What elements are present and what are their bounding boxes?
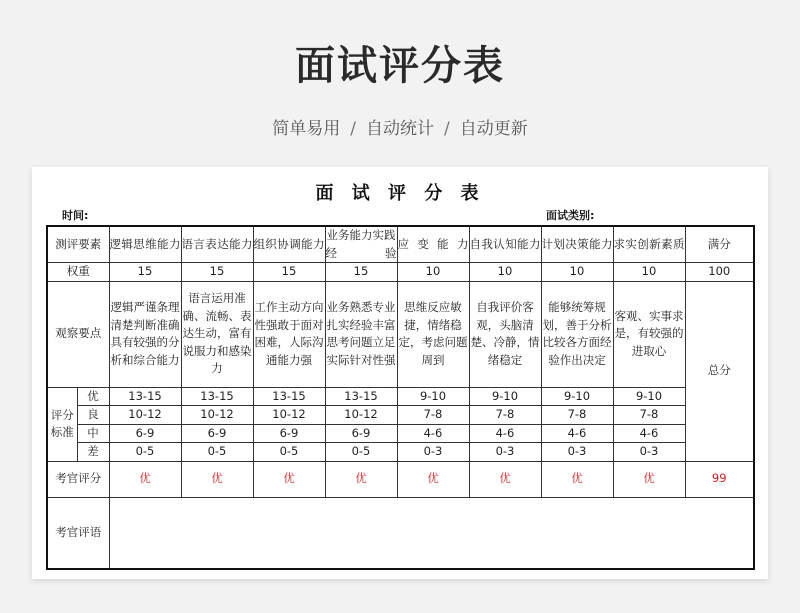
- grade-range-cell: 0-3: [541, 443, 613, 462]
- row-label-comment: 考官评语: [47, 497, 109, 569]
- grade-name: 中: [77, 424, 109, 443]
- observation-cell: 思维反应敏捷，情绪稳定，考虑问题周到: [397, 281, 469, 387]
- subtitle-item: 简单易用: [272, 119, 341, 139]
- subtitle-item: 自动统计: [366, 119, 434, 139]
- row-label-elements: 测评要素: [47, 226, 109, 263]
- observation-cell: 自我评价客观，头脑清楚、冷静，情绪稳定: [469, 281, 541, 387]
- grade-name: 差: [77, 443, 109, 462]
- element-header: 计划决策能力: [541, 226, 613, 263]
- observation-cell: 语言运用准确、流畅、表达生动，富有说服力和感染力: [181, 281, 253, 387]
- grade-range-cell: 4-6: [613, 424, 685, 443]
- full-score-header: 满分: [685, 226, 754, 263]
- grade-range-cell: 7-8: [541, 406, 613, 425]
- score-cell[interactable]: 优: [613, 461, 685, 497]
- score-row: [47, 461, 754, 497]
- score-sheet: [32, 167, 768, 579]
- full-weight-cell: 100: [685, 263, 754, 282]
- page-title: 面试评分表: [295, 43, 505, 89]
- observation-cell: 能够统筹规划，善于分析比较各方面经验作出决定: [541, 281, 613, 387]
- grade-name: 良: [77, 406, 109, 425]
- grade-range-cell: 4-6: [397, 424, 469, 443]
- grade-range-cell: 7-8: [469, 406, 541, 425]
- score-cell[interactable]: 优: [325, 461, 397, 497]
- element-header: 语言表达能力: [181, 226, 253, 263]
- score-cell[interactable]: 优: [109, 461, 181, 497]
- grade-range-cell: 10-12: [253, 406, 325, 425]
- observation-cell: 客观、实事求是，有较强的进取心: [613, 281, 685, 387]
- grade-row: [47, 424, 754, 443]
- grade-range-cell: 7-8: [613, 406, 685, 425]
- score-table: [46, 225, 755, 570]
- row-label-standard: 评分 标准: [47, 387, 77, 461]
- total-score-cell[interactable]: 99: [685, 461, 754, 497]
- weight-cell: 10: [469, 263, 541, 282]
- score-cell[interactable]: 优: [181, 461, 253, 497]
- grade-range-cell: 6-9: [109, 424, 181, 443]
- observation-cell: 逻辑严谨条理清楚判断准确具有较强的分析和综合能力: [109, 281, 181, 387]
- grade-range-cell: 9-10: [613, 387, 685, 406]
- grade-range-cell: 10-12: [181, 406, 253, 425]
- weight-cell: 15: [109, 263, 181, 282]
- grade-range-cell: 0-5: [325, 443, 397, 462]
- grade-range-cell: 7-8: [397, 406, 469, 425]
- grade-row: [47, 387, 754, 406]
- grade-range-cell: 6-9: [253, 424, 325, 443]
- subtitle-separator: /: [444, 119, 450, 139]
- row-label-score: 考官评分: [47, 461, 109, 497]
- weight-cell: 10: [613, 263, 685, 282]
- weight-row: [47, 263, 754, 282]
- element-header: 自我认知能力: [469, 226, 541, 263]
- weight-cell: 10: [541, 263, 613, 282]
- score-cell[interactable]: 优: [253, 461, 325, 497]
- observe-row: [47, 281, 754, 387]
- grade-range-cell: 0-5: [181, 443, 253, 462]
- grade-range-cell: 6-9: [181, 424, 253, 443]
- grade-range-cell: 9-10: [397, 387, 469, 406]
- grade-range-cell: 0-3: [469, 443, 541, 462]
- grade-range-cell: 13-15: [325, 387, 397, 406]
- elements-row: [47, 226, 754, 263]
- grade-range-cell: 9-10: [469, 387, 541, 406]
- row-label-weight: 权重: [47, 263, 109, 282]
- row-label-observe: 观察要点: [47, 281, 109, 387]
- subtitle-item: 自动更新: [459, 119, 528, 139]
- element-header: 业务能力实践经验: [325, 226, 397, 263]
- grade-range-cell: 4-6: [541, 424, 613, 443]
- element-header: 应变能力: [397, 226, 469, 263]
- grade-name: 优: [77, 387, 109, 406]
- grade-range-cell: 10-12: [325, 406, 397, 425]
- grade-row: [47, 406, 754, 425]
- grade-range-cell: 6-9: [325, 424, 397, 443]
- comment-row: [47, 497, 754, 569]
- weight-cell: 15: [181, 263, 253, 282]
- time-label: 时间:: [62, 209, 89, 222]
- grade-range-cell: 0-3: [397, 443, 469, 462]
- score-cell[interactable]: 优: [397, 461, 469, 497]
- grade-range-cell: 0-5: [109, 443, 181, 462]
- grade-range-cell: 4-6: [469, 424, 541, 443]
- element-header: 求实创新素质: [613, 226, 685, 263]
- grade-range-cell: 13-15: [181, 387, 253, 406]
- comment-cell[interactable]: [109, 497, 754, 569]
- subtitle: [0, 114, 800, 139]
- element-header: 逻辑思维能力: [109, 226, 181, 263]
- grade-range-cell: 13-15: [253, 387, 325, 406]
- interview-type-label: 面试类别:: [546, 209, 595, 222]
- grade-range-cell: 9-10: [541, 387, 613, 406]
- grade-row: [47, 443, 754, 462]
- grade-range-cell: 13-15: [109, 387, 181, 406]
- observation-cell: 业务熟悉专业扎实经验丰富思考问题立足实际针对性强: [325, 281, 397, 387]
- element-header: 组织协调能力: [253, 226, 325, 263]
- grade-range-cell: 0-3: [613, 443, 685, 462]
- sheet-title: 面 试 评 分 表: [315, 183, 485, 204]
- weight-cell: 15: [325, 263, 397, 282]
- observation-cell: 工作主动方向性强敢于面对困难，人际沟通能力强: [253, 281, 325, 387]
- grade-range-cell: 10-12: [109, 406, 181, 425]
- subtitle-separator: /: [350, 119, 356, 139]
- weight-cell: 15: [253, 263, 325, 282]
- score-cell[interactable]: 优: [541, 461, 613, 497]
- weight-cell: 10: [397, 263, 469, 282]
- total-label: 总分: [685, 281, 754, 461]
- grade-range-cell: 0-5: [253, 443, 325, 462]
- score-cell[interactable]: 优: [469, 461, 541, 497]
